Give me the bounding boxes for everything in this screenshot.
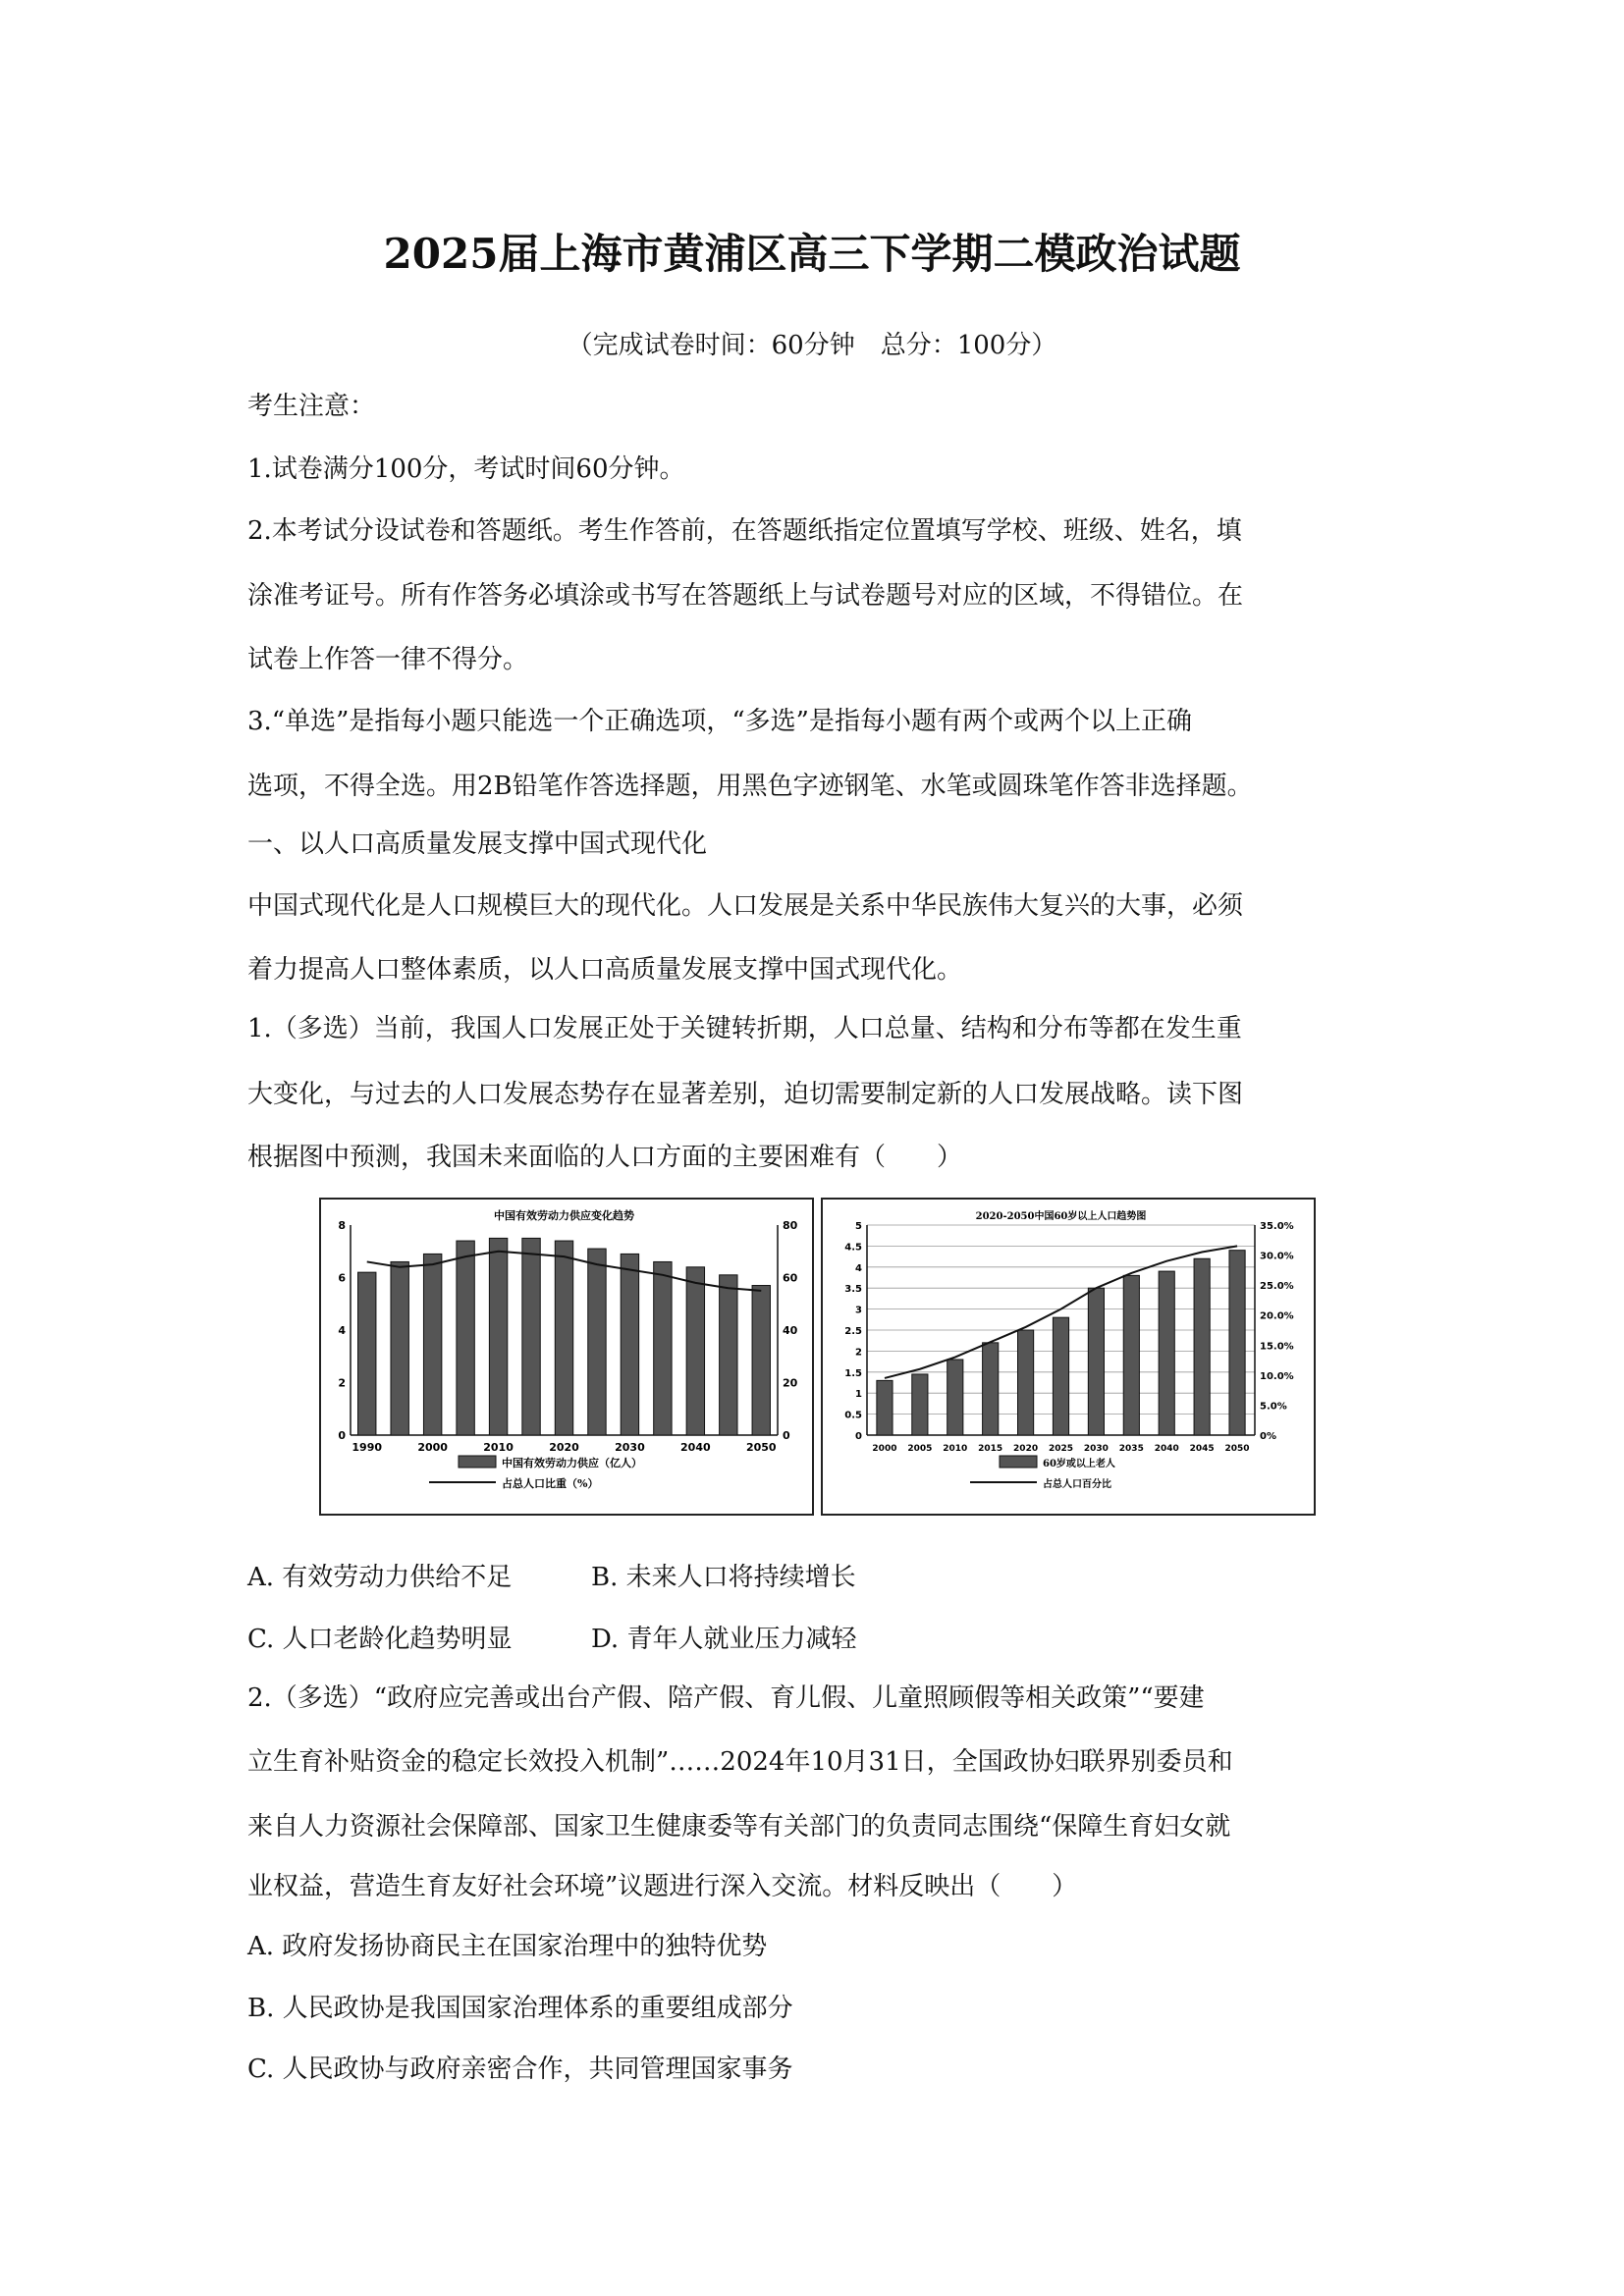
y-left-tick-label: 0: [338, 1429, 346, 1442]
document-title: 2025届上海市黄浦区高三下学期二模政治试题: [383, 230, 1241, 278]
y-right-tick-label: 25.0%: [1260, 1281, 1294, 1293]
bar: [358, 1272, 376, 1435]
y-left-tick-label: 5: [855, 1221, 862, 1232]
section-heading: 一、以人口高质量发展支撑中国式现代化: [247, 829, 708, 859]
notice-line: 2.本考试分设试卷和答题纸。考生作答前，在答题纸指定位置填写学校、班级、姓名，填: [247, 516, 1242, 546]
bar: [877, 1380, 893, 1435]
question-1-line: 大变化，与过去的人口发展态势存在显著差别，迫切需要制定新的人口发展战略。读下图: [247, 1080, 1244, 1109]
x-tick-label: 2000: [417, 1441, 448, 1454]
x-tick-label: 2025: [1048, 1444, 1074, 1454]
y-left-tick-label: 2: [855, 1347, 862, 1359]
bar: [752, 1286, 770, 1435]
bar: [1159, 1271, 1174, 1435]
bar: [912, 1374, 928, 1435]
y-left-tick-label: 8: [338, 1219, 346, 1232]
x-tick-label: 2050: [1224, 1444, 1250, 1454]
q1-option-d: D. 青年人就业压力减轻: [591, 1625, 857, 1654]
question-2-line: 业权益，营造生育友好社会环境”议题进行深入交流。材料反映出（ ）: [247, 1872, 1078, 1901]
x-tick-label: 2015: [978, 1444, 1003, 1454]
y-left-tick-label: 0.5: [844, 1410, 862, 1421]
notice-line: 涂准考证号。所有作答务必填涂或书写在答题纸上与试卷题号对应的区域，不得错位。在: [247, 581, 1244, 611]
section-intro-line: 着力提高人口整体素质，以人口高质量发展支撑中国式现代化。: [247, 955, 963, 985]
y-right-tick-label: 30.0%: [1260, 1251, 1294, 1262]
x-tick-label: 2030: [1083, 1444, 1109, 1454]
y-left-tick-label: 6: [338, 1271, 346, 1285]
question-2-line: 立生育补贴资金的稳定长效投入机制”……2024年10月31日，全国政协妇联界别委员和: [247, 1747, 1233, 1777]
bar: [1123, 1275, 1139, 1435]
bar: [983, 1343, 999, 1435]
bar: [423, 1254, 441, 1435]
notice-line: 3.“单选”是指每小题只能选一个正确选项，“多选”是指每小题有两个或两个以上正确: [247, 707, 1192, 736]
x-tick-label: 1990: [352, 1441, 383, 1454]
question-1-line: 1.（多选）当前，我国人口发展正处于关键转折期，人口总量、结构和分布等都在发生重: [247, 1014, 1242, 1043]
notice-line: 选项，不得全选。用2B铅笔作答选择题，用黑色字迹钢笔、水笔或圆珠笔作答非选择题。: [247, 772, 1253, 801]
x-tick-label: 2000: [872, 1444, 897, 1454]
bar: [1229, 1251, 1245, 1435]
y-right-tick-label: 0%: [1260, 1431, 1276, 1442]
x-tick-label: 2040: [680, 1441, 711, 1454]
bar: [1088, 1288, 1104, 1435]
x-tick-label: 2030: [615, 1441, 645, 1454]
x-tick-label: 2020: [549, 1441, 579, 1454]
y-left-tick-label: 1: [855, 1389, 862, 1401]
section-intro-line: 中国式现代化是人口规模巨大的现代化。人口发展是关系中华民族伟大复兴的大事，必须: [247, 891, 1244, 921]
elderly-population-chart: [821, 1198, 1316, 1516]
chart-title: 中国有效劳动力供应变化趋势: [494, 1209, 634, 1222]
notice-heading: 考生注意：: [247, 392, 376, 421]
y-right-tick-label: 20.0%: [1260, 1310, 1294, 1322]
bar: [1018, 1330, 1034, 1435]
x-tick-label: 2050: [745, 1441, 777, 1454]
y-right-tick-label: 20: [783, 1376, 798, 1390]
chart-title: 2020-2050中国60岁以上人口趋势图: [975, 1211, 1147, 1222]
legend-bar-swatch: [1000, 1456, 1037, 1468]
q2-option-c: C. 人民政协与政府亲密合作，共同管理国家事务: [247, 2055, 793, 2084]
y-right-tick-label: 10.0%: [1260, 1370, 1294, 1382]
y-right-tick-label: 0: [783, 1429, 790, 1442]
bar: [588, 1249, 606, 1435]
x-tick-label: 2035: [1118, 1444, 1144, 1454]
y-left-tick-label: 4.5: [844, 1242, 862, 1254]
y-right-tick-label: 40: [783, 1324, 798, 1337]
legend-bar-label: 中国有效劳动力供应（亿人）: [502, 1457, 642, 1469]
x-tick-label: 2010: [943, 1444, 968, 1454]
bar: [391, 1261, 408, 1435]
y-left-tick-label: 3: [855, 1305, 862, 1316]
bar: [1053, 1317, 1068, 1435]
q2-option-b: B. 人民政协是我国国家治理体系的重要组成部分: [247, 1994, 793, 2023]
bar: [947, 1360, 963, 1435]
bar: [457, 1241, 474, 1435]
q1-option-a: A. 有效劳动力供给不足: [247, 1563, 513, 1592]
legend-bar-label: 60岁或以上老人: [1043, 1459, 1115, 1469]
y-right-tick-label: 60: [783, 1271, 798, 1285]
q1-option-b: B. 未来人口将持续增长: [591, 1563, 856, 1592]
y-left-tick-label: 4: [855, 1262, 862, 1274]
x-tick-label: 2045: [1189, 1444, 1215, 1454]
bar: [654, 1261, 672, 1435]
q2-option-a: A. 政府发扬协商民主在国家治理中的独特优势: [247, 1932, 768, 1961]
notice-line: 试卷上作答一律不得分。: [247, 645, 529, 674]
bar: [686, 1267, 704, 1435]
notice-line: 1.试卷满分100分，考试时间60分钟。: [247, 454, 685, 484]
x-tick-label: 2005: [907, 1444, 933, 1454]
legend-bar-swatch: [459, 1456, 496, 1468]
y-left-tick-label: 1.5: [844, 1367, 862, 1379]
question-2-line: 2.（多选）“政府应完善或出台产假、陪产假、育儿假、儿童照顾假等相关政策”“要建: [247, 1683, 1205, 1713]
y-right-tick-label: 80: [783, 1219, 798, 1232]
x-tick-label: 2010: [483, 1441, 514, 1454]
y-left-tick-label: 0: [855, 1431, 862, 1442]
y-left-tick-label: 4: [338, 1324, 346, 1337]
bar: [1194, 1258, 1210, 1435]
bar: [621, 1254, 638, 1435]
y-right-tick-label: 15.0%: [1260, 1341, 1294, 1353]
document-subtitle: （完成试卷时间：60分钟 总分：100分）: [567, 331, 1057, 360]
x-tick-label: 2020: [1013, 1444, 1039, 1454]
y-right-tick-label: 35.0%: [1260, 1221, 1294, 1232]
labor-supply-chart: [319, 1198, 814, 1516]
q1-option-c: C. 人口老龄化趋势明显: [247, 1625, 513, 1654]
bar: [720, 1275, 737, 1435]
y-right-tick-label: 5.0%: [1260, 1401, 1287, 1413]
question-1-line: 根据图中预测，我国未来面临的人口方面的主要困难有（ ）: [247, 1143, 963, 1172]
question-2-line: 来自人力资源社会保障部、国家卫生健康委等有关部门的负责同志围绕“保障生育妇女就: [247, 1812, 1231, 1842]
bar: [489, 1238, 507, 1435]
bar: [555, 1241, 572, 1435]
legend-line-label: 占总人口百分比: [1043, 1479, 1111, 1490]
y-left-tick-label: 2: [338, 1376, 346, 1390]
y-left-tick-label: 3.5: [844, 1284, 862, 1296]
y-left-tick-label: 2.5: [844, 1326, 862, 1337]
x-tick-label: 2040: [1154, 1444, 1179, 1454]
bar: [522, 1238, 540, 1435]
legend-line-label: 占总人口比重（%）: [502, 1477, 599, 1490]
